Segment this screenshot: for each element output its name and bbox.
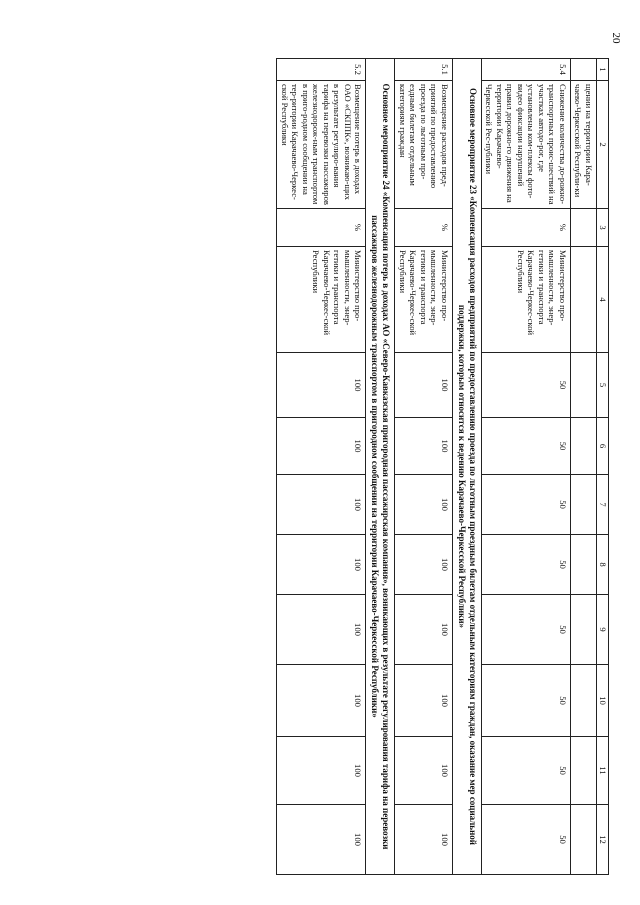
table-body <box>277 59 597 875</box>
table-row <box>482 59 571 875</box>
table-cell: 100 <box>395 805 453 875</box>
table-cell: 100 <box>277 805 366 875</box>
table-cell: Возмещение потерь в доходах ОАО «СКППК», возникаю-щих в результате регулиро-вания тарифа на перевозки пассажиров железнодорож-ным транспортом в приго-родном сообщении на тер-ритории Карачаево-Черкес-ской Республики <box>277 81 366 209</box>
table-cell: 50 <box>482 595 571 665</box>
table-cell <box>571 665 597 737</box>
table-cell: 100 <box>277 535 366 595</box>
table-cell <box>571 475 597 535</box>
page-number: 20 <box>610 32 622 44</box>
table-cell: 50 <box>482 535 571 595</box>
table-cell: 50 <box>482 475 571 535</box>
column-header: 2 <box>597 81 609 209</box>
column-header: 1 <box>597 59 609 81</box>
indicators-table <box>277 58 610 875</box>
table-cell: 100 <box>277 595 366 665</box>
table-cell: 50 <box>482 737 571 805</box>
table-cell: Снижение количества до-рожно-транспортных проис-шествий на участках автодо-рог, где установлены ком-плексы фото-видео фиксации нарушений правил дорожно-го движения на территории Карачаево-Черкесской Рес-публики <box>482 81 571 209</box>
table-cell <box>571 353 597 418</box>
rotated-table-sheet <box>94 58 609 874</box>
table-cell: 50 <box>482 418 571 475</box>
table-row <box>395 59 453 875</box>
column-header: 5 <box>597 353 609 418</box>
table-cell: % <box>395 209 453 247</box>
table-cell: 100 <box>277 475 366 535</box>
table-cell: 100 <box>395 535 453 595</box>
table-cell: Возмещение расходов пред-приятий по предоставлению проезда по льготным про-ездным билетам отдельным категориям граждан <box>395 81 453 209</box>
column-header: 12 <box>597 805 609 875</box>
table-cell <box>571 209 597 247</box>
header-row <box>597 59 609 875</box>
table-cell <box>571 418 597 475</box>
table-cell <box>571 247 597 353</box>
table-cell: 50 <box>482 805 571 875</box>
table-cell: 50 <box>482 665 571 737</box>
table-cell <box>571 737 597 805</box>
table-cell <box>571 805 597 875</box>
table-cell: 100 <box>395 665 453 737</box>
table-cell: % <box>482 209 571 247</box>
table-cell: Министерство про-мышленности, энер-гетики и транспорта Карачаево-Черкес-ской Республики <box>395 247 453 353</box>
table-cell: 100 <box>277 353 366 418</box>
table-cell: 50 <box>482 353 571 418</box>
table-cell: 100 <box>395 418 453 475</box>
column-header: 3 <box>597 209 609 247</box>
section-heading: Основное мероприятие 23 «Компенсация расходов предприятий по предоставлению проезда по льготным проездным билетам отдельным категориям граждан, оказание мер социальной поддержки, которым относится к ведению Карачаево-Черкесской Республики» <box>453 59 482 875</box>
table-cell: 100 <box>395 737 453 805</box>
table-cell: щении на территории Кара-чаево-Черкесской Республи-ки <box>571 81 597 209</box>
column-header: 4 <box>597 247 609 353</box>
table-cell <box>571 59 597 81</box>
table-row <box>277 59 366 875</box>
section-heading-row <box>366 59 395 875</box>
table-cell: Министерство про-мышленности, энер-гетики и транспорта Карачаево-Черкес-ской Республики <box>277 247 366 353</box>
table-cell: 5.1 <box>395 59 453 81</box>
table-cell: 5.2 <box>277 59 366 81</box>
column-header: 10 <box>597 665 609 737</box>
table-cell: 100 <box>395 595 453 665</box>
section-heading-row <box>453 59 482 875</box>
table-cell: 5.4 <box>482 59 571 81</box>
column-header: 9 <box>597 595 609 665</box>
table-cell: 100 <box>395 475 453 535</box>
column-header: 6 <box>597 418 609 475</box>
table-cell <box>571 595 597 665</box>
table-cell: 100 <box>277 737 366 805</box>
table-cell: % <box>277 209 366 247</box>
column-header: 11 <box>597 737 609 805</box>
table-cell: 100 <box>277 418 366 475</box>
table-cell: Министерство про-мышленности, энер-гетики и транспорта Карачаево-Черкес-ской Республики <box>482 247 571 353</box>
table-row <box>571 59 597 875</box>
table-cell <box>571 535 597 595</box>
column-header: 7 <box>597 475 609 535</box>
table-cell: 100 <box>277 665 366 737</box>
section-heading: Основное мероприятие 24 «Компенсация потерь в доходах АО «Северо-Кавказская пригородная пассажирская компания», возникающих в результате регулирования тарифа на перевозки пассажиров железнодорожным транспортом в пригородном сообщении на территории Карачаево-Черкесской Республики» <box>366 59 395 875</box>
table-cell: 100 <box>395 353 453 418</box>
column-header: 8 <box>597 535 609 595</box>
